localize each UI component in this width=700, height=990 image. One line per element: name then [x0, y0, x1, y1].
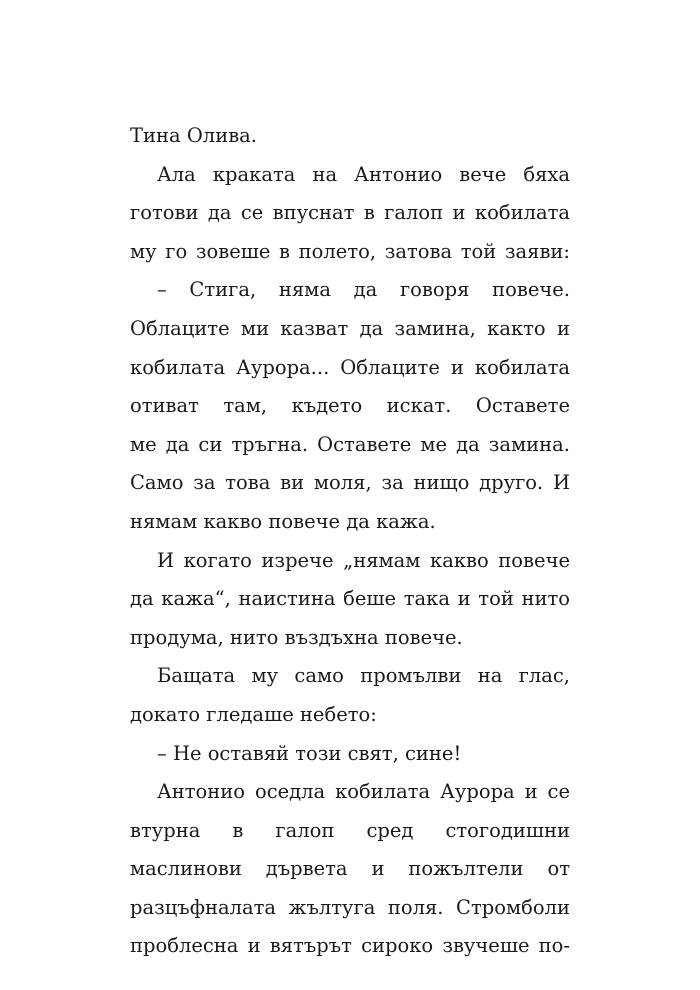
text-line: И когато изрече „нямам какво повече [157, 548, 570, 572]
text-line: докато гледаше небето: [130, 702, 377, 726]
text-line: продума, нито въздъхна повече. [130, 625, 463, 649]
text-line: маслинови дървета и пожълтели от [130, 857, 570, 881]
text-line: – Не оставяй този свят, сине! [157, 741, 462, 765]
text-line: – Стига, няма да говоря повече. [157, 278, 570, 302]
text-line: ме да си тръгна. Оставете ме да замина. [130, 432, 570, 456]
text-line: Ала краката на Антонио вече бяха [157, 162, 570, 186]
text-line: Облаците ми казват да замина, както и [130, 316, 570, 340]
body-text [130, 117, 570, 966]
text-line: разцъфналата жълтуга поля. Стромболи [130, 895, 570, 919]
text-line: проблесна и вятърът сироко звучеше по- [130, 934, 570, 958]
text-line: нямам какво повече да кажа. [130, 509, 436, 533]
text-line: Само за това ви моля, за нищо друго. И [130, 471, 570, 495]
text-line: кобилата Аурора... Облаците и кобилата [130, 355, 570, 379]
text-line: Тина Олива. [130, 124, 257, 147]
text-line: Бащата му само промълви на глас, [157, 664, 570, 688]
text-line: му го зовеше в полето, затова той заяви: [130, 239, 570, 263]
text-line: да кажа“, наистина беше така и той нито [130, 587, 570, 611]
text-line: готови да се впуснат в галоп и кобилата [130, 201, 570, 225]
text-line: Антонио оседла кобилата Аурора и се [157, 780, 570, 804]
text-line: отиват там, където искат. Оставете [130, 394, 570, 418]
text-line: втурна в галоп сред стогодишни [130, 818, 570, 842]
